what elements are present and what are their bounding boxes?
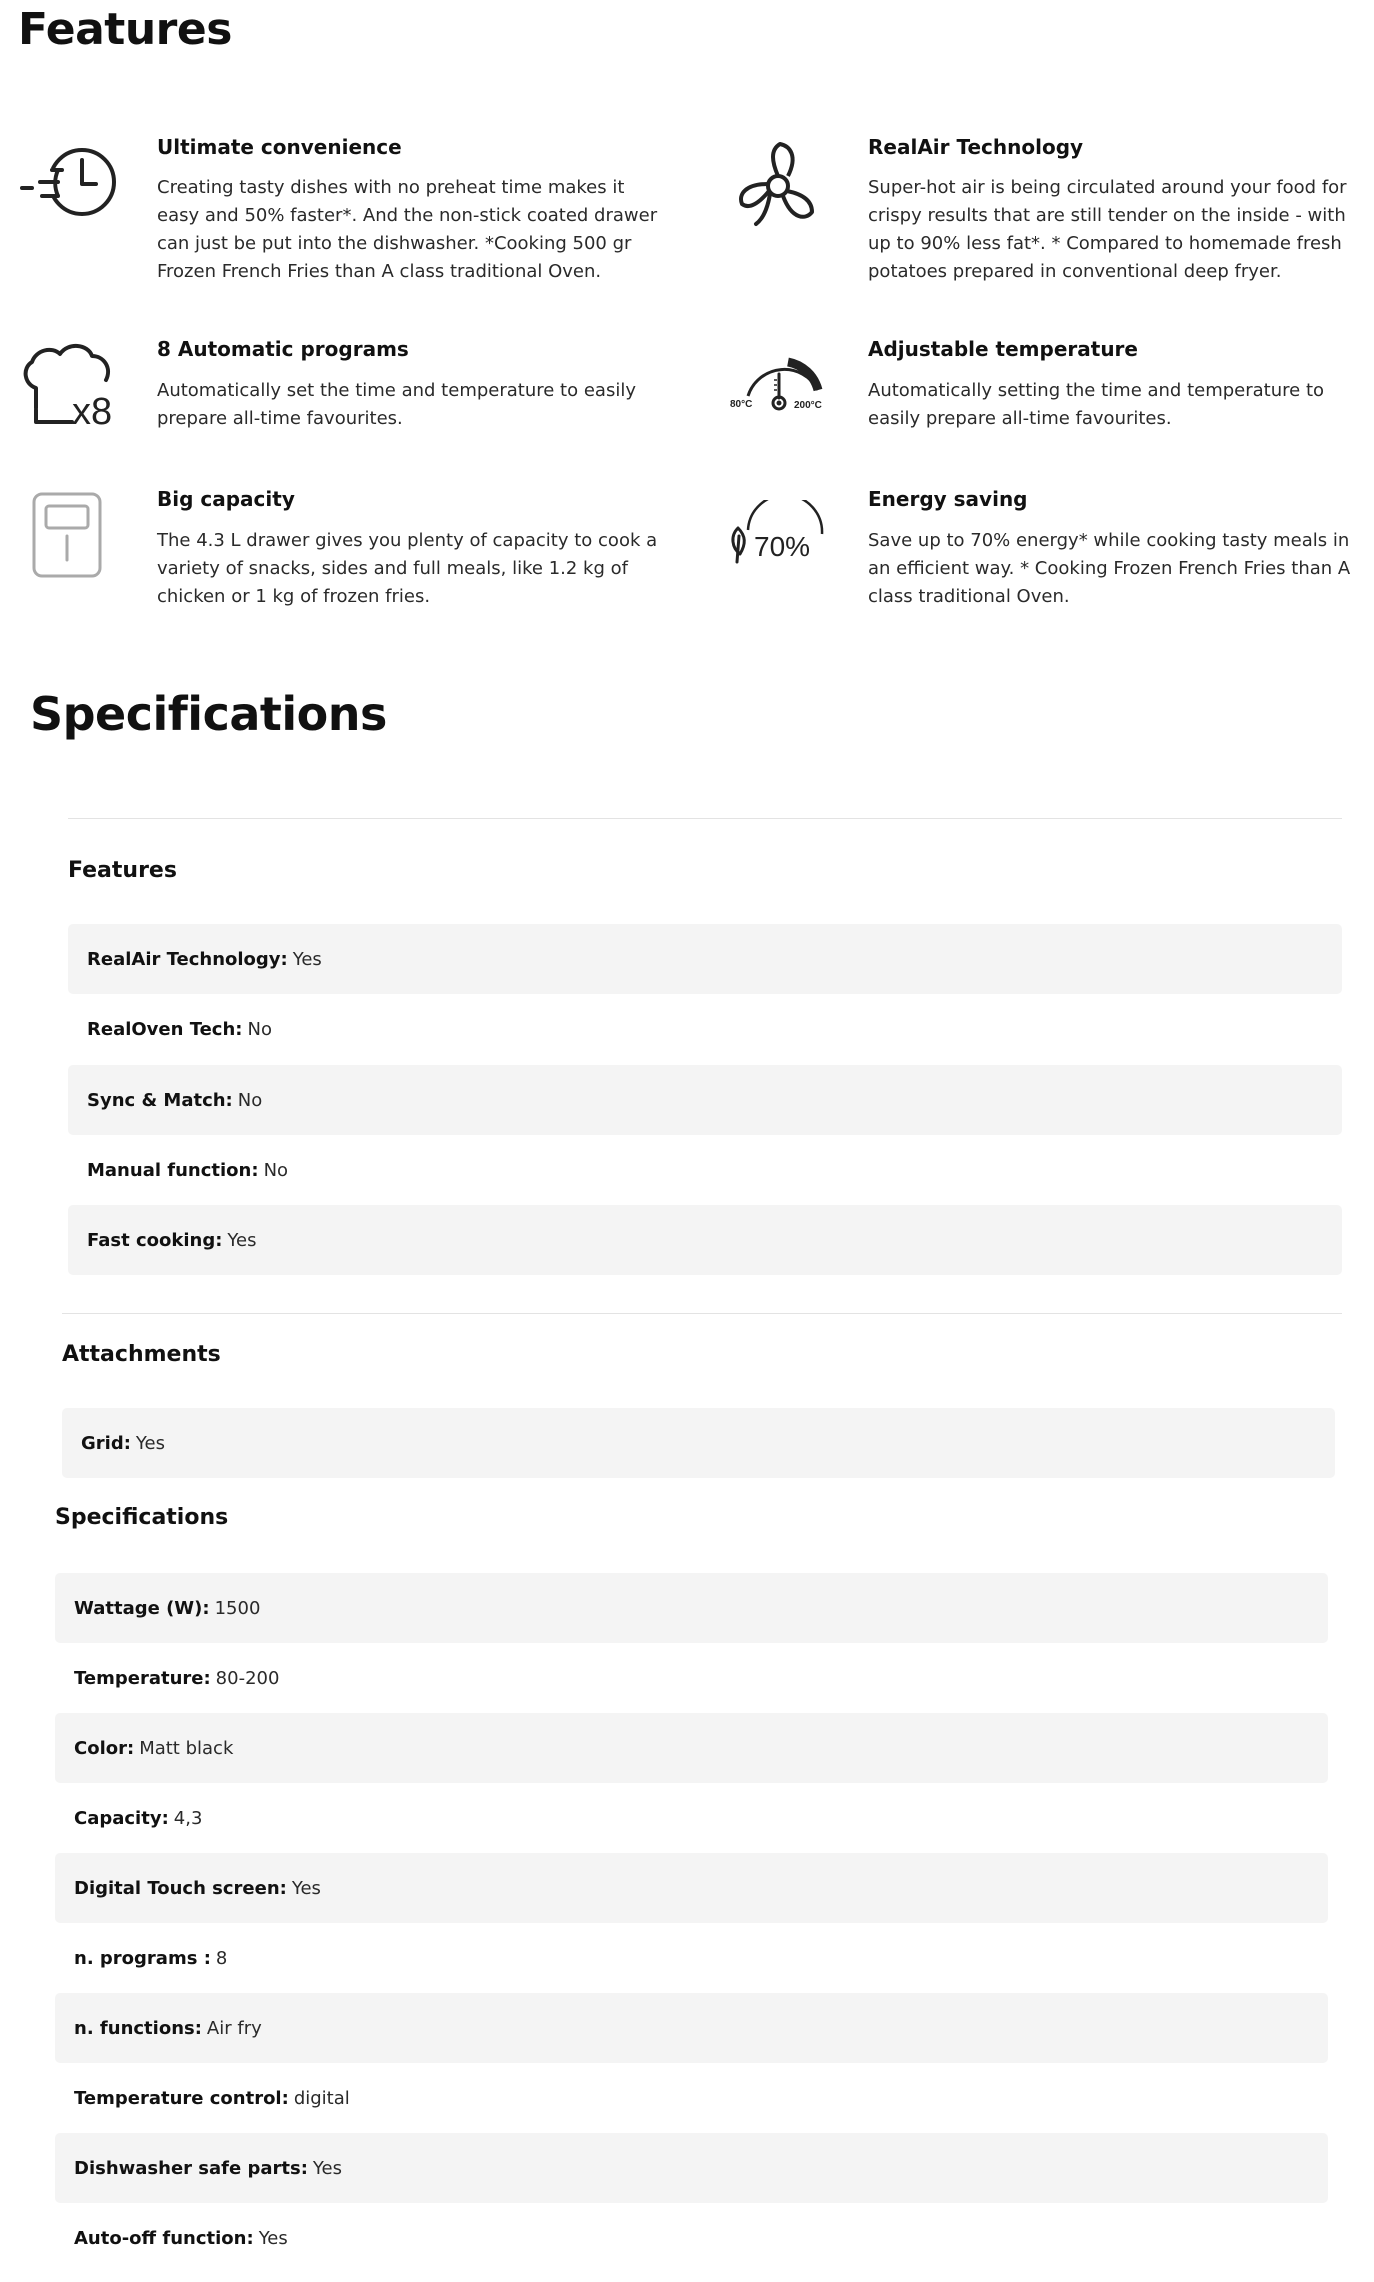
air-fryer-icon xyxy=(30,490,130,590)
spec-value: digital xyxy=(293,2087,350,2109)
max-temp-label: 200°C xyxy=(794,400,822,411)
spec-value: No xyxy=(263,1159,289,1181)
spec-key: n. programs : xyxy=(74,1947,211,1969)
feature-description: Automatically set the time and temperature to easily prepare all-time favourites. xyxy=(157,380,636,429)
spec-value: 80-200 xyxy=(215,1667,280,1689)
spec-key: Capacity: xyxy=(74,1807,169,1829)
spec-row xyxy=(68,1065,1342,1135)
spec-value: No xyxy=(247,1018,272,1040)
feature-title: RealAir Technology xyxy=(868,135,1084,159)
spec-key: Dishwasher safe parts: xyxy=(74,2157,308,2179)
spec-value: Yes xyxy=(258,2227,288,2249)
spec-value: Air fry xyxy=(206,2017,262,2039)
feature-title: Big capacity xyxy=(157,487,295,511)
spec-value: 1500 xyxy=(214,1597,261,1619)
min-temp-label: 80°C xyxy=(730,399,753,410)
section-title-specifications: Specifications xyxy=(55,1505,229,1530)
spec-row xyxy=(55,1713,1328,1783)
spec-key: Fast cooking: xyxy=(87,1229,223,1251)
spec-row xyxy=(68,994,1342,1064)
clock-speed-icon xyxy=(18,140,118,240)
chef-hat-x8-icon xyxy=(18,338,118,438)
feature-title: Ultimate convenience xyxy=(157,135,402,159)
section-divider xyxy=(62,1313,1342,1314)
energy-saving-icon xyxy=(728,500,828,600)
temperature-gauge-icon xyxy=(728,350,828,450)
spec-row xyxy=(68,1205,1342,1275)
spec-key: Color: xyxy=(74,1737,135,1759)
spec-key: Sync & Match: xyxy=(87,1089,233,1111)
spec-value: Yes xyxy=(312,2157,342,2179)
feature-description: Save up to 70% energy* while cooking tasty meals in an efficient way. * Cooking Frozen French Fries than A class traditional Oven. xyxy=(868,530,1351,607)
feature-title: 8 Automatic programs xyxy=(157,337,409,361)
spec-value: 4,3 xyxy=(173,1807,203,1829)
spec-key: RealAir Technology: xyxy=(87,948,288,970)
spec-row xyxy=(55,2063,1328,2133)
specifications-heading: Specifications xyxy=(30,687,387,741)
spec-row xyxy=(68,924,1342,994)
features-heading: Features xyxy=(18,4,232,55)
spec-row xyxy=(68,1135,1342,1205)
spec-value: Yes xyxy=(227,1229,257,1251)
fan-icon xyxy=(728,136,828,236)
spec-key: Temperature control: xyxy=(74,2087,289,2109)
feature-title: Energy saving xyxy=(868,487,1028,511)
spec-key: n. functions: xyxy=(74,2017,202,2039)
spec-key: Wattage (W): xyxy=(74,1597,210,1619)
spec-value: Matt black xyxy=(139,1737,234,1759)
spec-key: Grid: xyxy=(81,1432,131,1454)
spec-value: No xyxy=(237,1089,263,1111)
section-divider xyxy=(68,818,1342,819)
spec-row xyxy=(55,1853,1328,1923)
spec-row xyxy=(55,2203,1328,2273)
percent-label: 70% xyxy=(754,531,811,562)
feature-description: Creating tasty dishes with no preheat time makes it easy and 50% faster*. And the non-stick coated drawer can just be put into the dishwasher. *Cooking 500 gr Frozen French Fries than A class traditional Oven. xyxy=(157,177,658,282)
spec-value: Yes xyxy=(291,1877,321,1899)
spec-key: RealOven Tech: xyxy=(87,1018,243,1040)
spec-key: Manual function: xyxy=(87,1159,259,1181)
feature-description: Automatically setting the time and temperature to easily prepare all-time favourites. xyxy=(868,380,1325,429)
spec-key: Digital Touch screen: xyxy=(74,1877,287,1899)
spec-key: Auto-off function: xyxy=(74,2227,254,2249)
spec-value: Yes xyxy=(135,1432,165,1454)
spec-row xyxy=(55,1643,1328,1713)
spec-row xyxy=(62,1408,1335,1478)
spec-row xyxy=(55,2133,1328,2203)
section-title-attachments: Attachments xyxy=(62,1342,221,1367)
spec-value: 8 xyxy=(215,1947,228,1969)
section-title-features: Features xyxy=(68,858,177,883)
x8-label: x8 xyxy=(72,391,113,433)
feature-description: The 4.3 L drawer gives you plenty of capacity to cook a variety of snacks, sides and full meals, like 1.2 kg of chicken or 1 kg of frozen fries. xyxy=(157,530,658,607)
feature-description: Super-hot air is being circulated around your food for crispy results that are still tender on the inside - with up to 90% less fat*. * Compared to homemade fresh potatoes prepared in conventional deep fryer. xyxy=(868,177,1347,282)
spec-row xyxy=(55,1993,1328,2063)
feature-title: Adjustable temperature xyxy=(868,337,1138,361)
spec-key: Temperature: xyxy=(74,1667,211,1689)
spec-row xyxy=(55,1783,1328,1853)
spec-row xyxy=(55,1923,1328,1993)
spec-row xyxy=(55,1573,1328,1643)
spec-value: Yes xyxy=(292,948,322,970)
